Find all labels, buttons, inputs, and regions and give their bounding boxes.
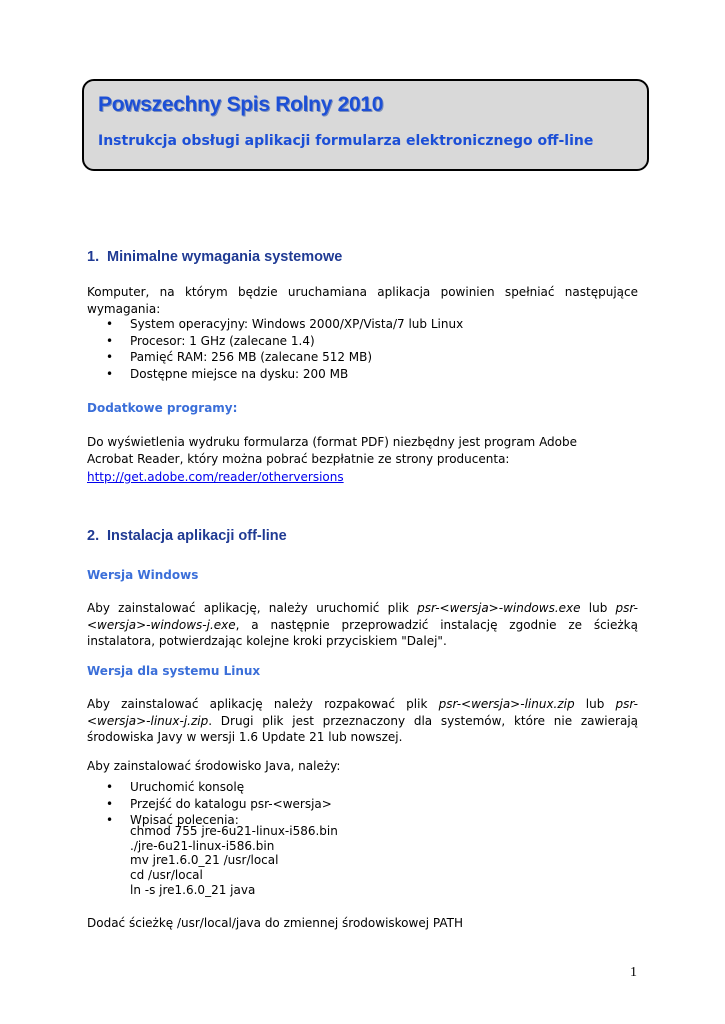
command-line: ln -s jre1.6.0_21 java <box>130 882 256 897</box>
bullet-icon: • <box>106 333 114 348</box>
linux-archive-java-filename: psr-<wersja>-linux-j.zip <box>87 697 638 728</box>
windows-installer-java-filename: psr-<wersja>-windows-j.exe <box>87 601 639 632</box>
additional-programs-heading: Dodatkowe programy: <box>87 401 238 415</box>
linux-archive-filename: psr-<wersja>-linux.zip <box>438 697 575 711</box>
section-1-heading <box>87 249 342 265</box>
command-line: chmod 755 jre-6u21-linux-i586.bin <box>130 824 338 838</box>
windows-install-paragraph: Aby zainstalować aplikację, należy uruchomić plik psr-<wersja>-windows.exe lub psr-<wersja>-windows-j.exe, a następnie przeprowadzić instalację zgodnie ze ścieżką instalatora, potwierdzając kolejne kroki przyciskiem "Dalej". <box>87 601 639 648</box>
adobe-reader-link-wrapper <box>87 469 344 486</box>
list-item: • Procesor: 1 GHz (zalecane 1.4) <box>106 333 315 348</box>
list-item: • Wpisać polecenia: <box>106 813 239 827</box>
bullet-icon: • <box>106 796 114 811</box>
bullet-icon: • <box>106 813 114 827</box>
command-line: ./jre-6u21-linux-i586.bin <box>130 838 275 853</box>
requirements-list <box>87 316 463 382</box>
java-install-intro: Aby zainstalować środowisko Java, należy: <box>87 759 341 773</box>
additional-programs-text-line-2: Acrobat Reader, który można pobrać bezpłatnie ze strony producenta: <box>87 452 510 466</box>
path-instruction: Dodać ścieżkę /usr/local/java do zmiennej środowiskowej PATH <box>87 916 463 930</box>
java-install-steps <box>87 779 332 829</box>
list-item: • System operacyjny: Windows 2000/XP/Vista/7 lub Linux <box>106 317 464 331</box>
section-1-title: Minimalne wymagania systemowe <box>107 249 343 265</box>
section-2-heading <box>87 528 287 544</box>
linux-install-paragraph: Aby zainstalować aplikację należy rozpakować plik psr-<wersja>-linux.zip lub psr-<wersja>-linux-j.zip. Drugi plik jest przeznaczony dla systemów, które nie zawierają środowiska Javy w wersji 1.6 Update 21 lub nowszej. <box>87 697 638 744</box>
windows-version-heading: Wersja Windows <box>87 568 199 582</box>
bullet-icon: • <box>106 350 114 364</box>
title-banner <box>82 79 649 171</box>
command-line: cd /usr/local <box>130 868 203 883</box>
additional-programs-text-line-1: Do wyświetlenia wydruku formularza (format PDF) niezbędny jest program Adobe <box>87 435 578 449</box>
command-line: mv jre1.6.0_21 /usr/local <box>130 853 279 868</box>
list-item: • Uruchomić konsolę <box>106 780 245 794</box>
windows-installer-filename: psr-<wersja>-windows.exe <box>417 601 581 615</box>
document-subtitle: Instrukcja obsługi aplikacji formularza elektronicznego off-line <box>98 133 594 149</box>
requirements-intro: Komputer, na którym będzie uruchamiana aplikacja powinien spełniać następujące wymagania: <box>87 285 638 316</box>
bullet-icon: • <box>106 366 114 381</box>
document-title: Powszechny Spis Rolny 2010 <box>98 93 384 116</box>
list-item: • Pamięć RAM: 256 MB (zalecane 512 MB) <box>106 350 373 364</box>
section-1-number: 1. <box>87 249 100 265</box>
linux-version-heading: Wersja dla systemu Linux <box>87 664 261 678</box>
list-item: • Przejść do katalogu psr-<wersja> <box>106 796 332 811</box>
section-2-title: Instalacja aplikacji off-line <box>107 528 287 544</box>
section-2-number: 2. <box>87 528 100 544</box>
shell-commands <box>87 824 338 898</box>
adobe-reader-link[interactable]: http://get.adobe.com/reader/otherversions <box>87 470 344 484</box>
bullet-icon: • <box>106 780 114 794</box>
page-number: 1 <box>630 965 637 980</box>
list-item: • Dostępne miejsce na dysku: 200 MB <box>106 366 349 381</box>
bullet-icon: • <box>106 317 114 331</box>
